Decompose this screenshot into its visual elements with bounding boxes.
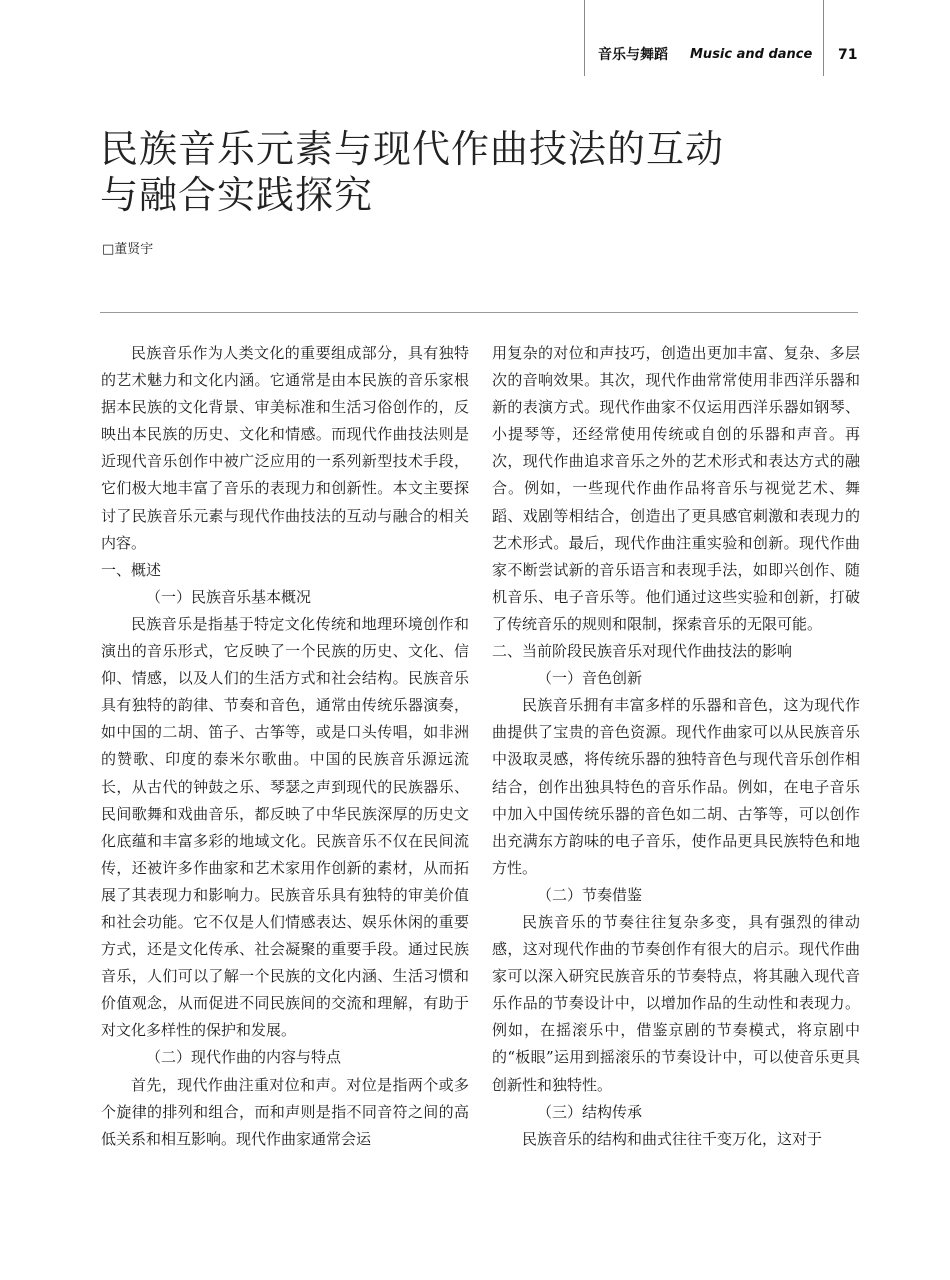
subsection-heading-timbre: （一）音色创新 [537,669,643,688]
paragraph-intro: 民族音乐作为人类文化的重要组成部分，具有独特的艺术魅力和文化内涵。它通常是由本民族的音乐家根据本民族的文化背景、审美标准和生活习俗创作的，反映出本民族的历史、文化和情感。而现代作曲技法则是近现代音乐创作中被广泛应用的一系列新型技术手段，它们极大地丰富了音乐的表现力和创新性。本文主要探讨了民族音乐元素与现代作曲技法的互动与融合的相关内容。 [101,344,469,552]
body-column-right [492,340,860,1153]
article-title-line1: 民族音乐元素与现代作曲技法的互动 [100,127,725,171]
subsection-heading-rhythm: （二）节奏借鉴 [537,885,643,904]
article-author: □董贤宇 [102,242,154,257]
page-number: 71 [838,47,858,63]
paragraph-timbre: 民族音乐拥有丰富多样的乐器和音色，这为现代作曲提供了宝贵的音色资源。现代作曲家可以从民族音乐中汲取灵感，将传统乐器的独特音色与现代音乐创作相结合，创作出独具特色的音乐作品。例如，在电子音乐中加入中国传统乐器的音色如二胡、古筝等，可以创作出充满东方韵味的电子音乐，使作品更具民族特色和地方性。 [492,696,860,877]
paragraph-folk-music: 民族音乐是指基于特定文化传统和地理环境创作和演出的音乐形式，它反映了一个民族的历史、文化、信仰、情感，以及人们的生活方式和社会结构。民族音乐具有独特的韵律、节奏和音色，通常由传统乐器演奏，如中国的二胡、笛子、古筝等，或是口头传唱，如非洲的赞歌、印度的泰米尔歌曲。中国的民族音乐源远流长，从古代的钟鼓之乐、琴瑟之声到现代的民族器乐、民间歌舞和戏曲音乐，都反映了中华民族深厚的历史文化底蕴和丰富多彩的地域文化。民族音乐不仅在民间流传，还被许多作曲家和艺术家用作创新的素材，从而拓展了其表现力和影响力。民族音乐具有独特的审美价值和社会功能。它不仅是人们情感表达、娱乐休闲的重要方式，还是文化传承、社会凝聚的重要手段。通过民族音乐，人们可以了解一个民族的文化内涵、生活习惯和价值观念，从而促进不同民族间的交流和理解，有助于对文化多样性的保护和发展。 [101,614,469,1040]
section-heading-overview: 一、概述 [101,560,162,579]
paragraph-modern-composition: 首先，现代作曲注重对位和声。对位是指两个或多个旋律的排列和组合，而和声则是指不同音符之间的高低关系和相互影响。现代作曲家通常会运 [101,1075,469,1148]
journal-section-cn: 音乐与舞蹈 [598,47,668,63]
subsection-heading-structure: （三）结构传承 [537,1102,643,1121]
article-title [100,126,820,218]
paragraph-rhythm: 民族音乐的节奏往往复杂多变，具有强烈的律动感，这对现代作曲的节奏创作有很大的启示。现代作曲家可以深入研究民族音乐的节奏特点，将其融入现代音乐作品的节奏设计中，以增加作品的生动性和表现力。例如，在摇滚乐中，借鉴京剧的节奏模式，将京剧中的“板眼”运用到摇滚乐的节奏设计中，可以使音乐更具创新性和独特性。 [492,912,860,1094]
title-divider [100,312,858,313]
subsection-heading-folk-music: （一）民族音乐基本概况 [146,587,312,606]
subsection-heading-modern-composition: （二）现代作曲的内容与特点 [146,1048,342,1067]
article-title-line2: 与融合实践探究 [100,173,374,217]
paragraph-structure: 民族音乐的结构和曲式往往千变万化，这对于 [522,1129,823,1148]
body-column-left [101,340,469,1153]
header-divider-left [584,0,585,76]
section-heading-influence: 二、当前阶段民族音乐对现代作曲技法的影响 [492,642,793,661]
header-divider-right [823,0,824,76]
journal-section-en: Music and dance [690,47,813,62]
paragraph-modern-composition-cont: 用复杂的对位和声技巧，创造出更加丰富、复杂、多层次的音响效果。其次，现代作曲常常使用非西洋乐器和新的表演方式。现代作曲家不仅运用西洋乐器如钢琴、小提琴等，还经常使用传统或自创的乐器和声音。再次，现代作曲追求音乐之外的艺术形式和表达方式的融合。例如，一些现代作曲作品将音乐与视觉艺术、舞蹈、戏剧等相结合，创造出了更具感官刺激和表现力的艺术形式。最后，现代作曲注重实验和创新。现代作曲家不断尝试新的音乐语言和表现手法，如即兴创作、随机音乐、电子音乐等。他们通过这些实验和创新，打破了传统音乐的规则和限制，探索音乐的无限可能。 [492,344,860,633]
